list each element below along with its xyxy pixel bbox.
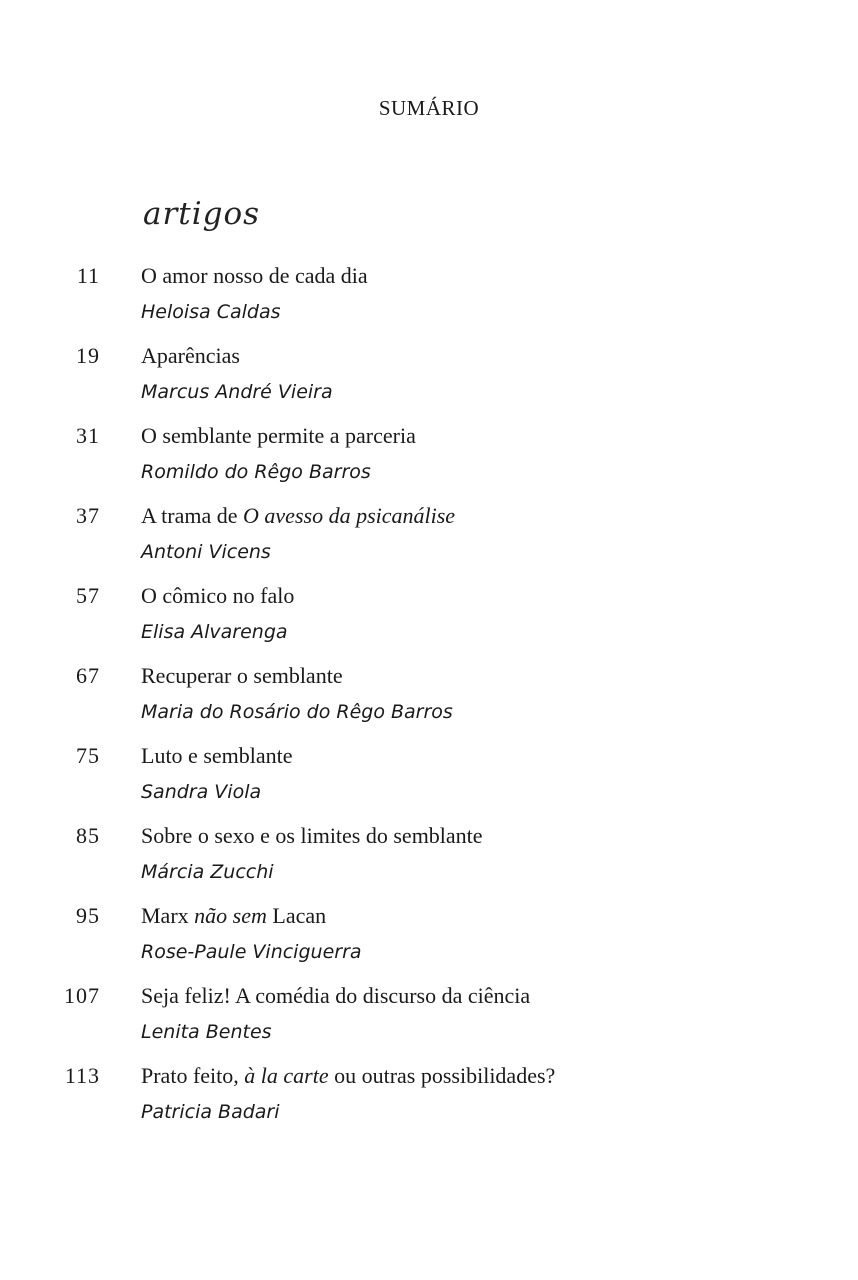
page-number: 19 <box>76 343 100 368</box>
toc-entry[interactable] <box>0 742 858 822</box>
article-title[interactable] <box>141 262 368 290</box>
section-heading: artigos <box>143 196 261 232</box>
page-number: 31 <box>76 423 100 448</box>
article-author: Rose-Paule Vinciguerra <box>141 941 362 963</box>
toc-entry[interactable] <box>0 662 858 742</box>
article-title-part: Sobre o sexo e os limites do semblante <box>141 823 483 848</box>
page-number: 95 <box>76 903 100 928</box>
article-title[interactable] <box>141 822 483 850</box>
article-author: Sandra Viola <box>141 781 262 803</box>
page-number: 85 <box>76 823 100 848</box>
page-title: SUMÁRIO <box>378 96 480 120</box>
article-title-part: O semblante permite a parceria <box>141 423 416 448</box>
page-number: 57 <box>76 583 100 608</box>
article-author: Romildo do Rêgo Barros <box>141 461 371 483</box>
article-title-part: Aparências <box>141 343 240 368</box>
article-title-italic-part: não sem <box>194 903 267 928</box>
article-title[interactable] <box>141 342 240 370</box>
toc-entry[interactable] <box>0 342 858 422</box>
article-title-italic-part: à la carte <box>244 1063 329 1088</box>
article-title-part: Prato feito, <box>141 1063 245 1088</box>
page-number: 11 <box>76 263 100 288</box>
article-title[interactable] <box>141 422 416 450</box>
article-title-part: Marx <box>141 903 195 928</box>
page-number: 67 <box>76 663 100 688</box>
article-title-italic-part: O avesso da psicanálise <box>243 503 456 528</box>
article-title-part: O amor nosso de cada dia <box>141 263 368 288</box>
article-title-part: A trama de <box>141 503 244 528</box>
page-number: 113 <box>64 1063 100 1088</box>
toc-entry[interactable] <box>0 582 858 662</box>
article-author: Lenita Bentes <box>141 1021 272 1043</box>
article-title-part: O cômico no falo <box>141 583 295 608</box>
toc-entry[interactable] <box>0 502 858 582</box>
article-author: Heloisa Caldas <box>141 301 281 323</box>
article-title-part: Recuperar o semblante <box>141 663 343 688</box>
article-title[interactable] <box>141 662 343 690</box>
article-author: Antoni Vicens <box>141 541 271 563</box>
article-author: Elisa Alvarenga <box>141 621 288 643</box>
article-title-part: ou outras possibilidades? <box>328 1063 556 1088</box>
toc-entry[interactable] <box>0 422 858 502</box>
article-author: Marcus André Vieira <box>141 381 333 403</box>
article-title-part: Luto e semblante <box>141 743 293 768</box>
toc-entry[interactable] <box>0 262 858 342</box>
article-author: Maria do Rosário do Rêgo Barros <box>141 701 453 723</box>
page-number: 37 <box>76 503 100 528</box>
page-number: 107 <box>64 983 100 1008</box>
article-author: Patricia Badari <box>141 1101 280 1123</box>
toc-entry[interactable] <box>0 982 858 1062</box>
article-title[interactable] <box>141 982 530 1010</box>
article-title[interactable] <box>141 902 326 930</box>
article-author: Márcia Zucchi <box>141 861 274 883</box>
table-of-contents <box>0 262 858 1142</box>
toc-entry[interactable] <box>0 902 858 982</box>
toc-entry[interactable] <box>0 1062 858 1142</box>
article-title-part: Seja feliz! A comédia do discurso da ciência <box>141 983 531 1008</box>
page-number: 75 <box>76 743 100 768</box>
article-title[interactable] <box>141 502 455 530</box>
article-title[interactable] <box>141 1062 555 1090</box>
toc-entry[interactable] <box>0 822 858 902</box>
article-title[interactable] <box>141 742 293 770</box>
article-title[interactable] <box>141 582 294 610</box>
article-title-part: Lacan <box>266 903 327 928</box>
